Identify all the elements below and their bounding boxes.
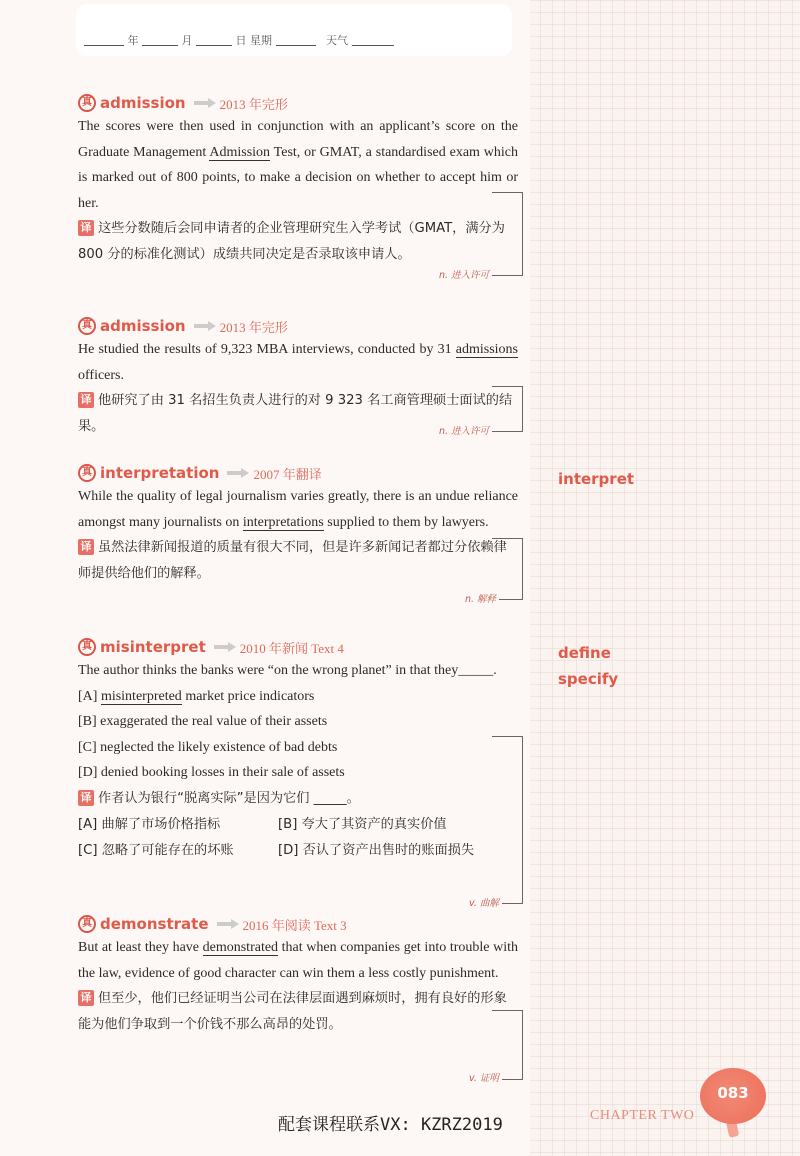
translation-badge: 译: [78, 539, 94, 555]
example-sentence: The scores were then used in conjunction with an applicant’s score on the Graduate Management Admission Test, or GMAT, a standardised exam which is marked out of 800 points, to make a decision on whether to accept him or her.: [78, 119, 519, 211]
real-exam-badge: 真: [78, 638, 96, 656]
entry-word: misinterpret: [100, 638, 206, 656]
entry-source: 2013 年完形: [219, 319, 288, 335]
entry-misinterpret: [78, 636, 518, 864]
real-exam-badge: 真: [78, 915, 96, 933]
entry-admission-1: [78, 92, 518, 268]
entry-demonstrate: [78, 913, 518, 1038]
real-exam-badge: 真: [78, 464, 96, 482]
part-of-speech: v. 证明: [466, 1070, 502, 1084]
part-of-speech: n. 进入许可: [436, 423, 492, 437]
entry-interpretation: [78, 462, 518, 587]
entry-word: interpretation: [100, 464, 220, 482]
entry-source: 2013 年完形: [219, 96, 288, 112]
bracket-line: [492, 386, 523, 432]
arrow-icon: [194, 321, 216, 331]
real-exam-badge: 真: [78, 317, 96, 335]
date-card: [76, 4, 512, 56]
zh-option-d: [D] 否认了资产出售时的账面损失: [278, 842, 475, 858]
arrow-icon: [194, 98, 216, 108]
arrow-icon: [214, 642, 236, 652]
option-b: [B] exaggerated the real value of their assets: [78, 714, 328, 729]
option-c: [C] neglected the likely existence of bad debts: [78, 739, 338, 755]
date-line: [84, 32, 394, 48]
translation: 译 作者认为银行“脱离实际”是因为它们 _____。: [78, 786, 518, 812]
footer-contact-text: 配套课程联系VX: KZRZ2019: [278, 1115, 503, 1135]
year-label: 年: [127, 34, 139, 47]
translation-badge: 译: [78, 392, 94, 408]
entry-header: [78, 315, 518, 337]
entry-source: 2010 年新闻 Text 4: [239, 640, 344, 656]
highlighted-word: interpretations: [242, 514, 324, 530]
real-exam-badge: 真: [78, 94, 96, 112]
translation-badge: 译: [78, 790, 94, 806]
example-sentence: While the quality of legal journalism varies greatly, there is an undue reliance amongst many journalists on interpretations supplied to them by lawyers.: [78, 489, 518, 530]
highlighted-word: admissions: [455, 342, 518, 357]
arrow-icon: [227, 468, 249, 478]
entry-source: 2007 年翻译: [253, 466, 322, 482]
entry-header: [78, 913, 518, 935]
side-note-word: define: [558, 644, 611, 662]
highlighted-word: misinterpreted: [100, 688, 182, 704]
translated-options: [78, 812, 518, 864]
zh-option-c: [C] 忽略了可能存在的坏账: [78, 842, 234, 858]
zh-option-b: [B] 夸大了其资产的真实价值: [278, 816, 447, 832]
entry-source: 2016 年阅读 Text 3: [242, 917, 347, 933]
option-a: [A] misinterpreted market price indicators: [78, 688, 315, 704]
question-stem: The author thinks the banks were “on the wrong planet” in that they_____.: [78, 663, 497, 678]
side-note-word: specify: [558, 670, 619, 688]
weather-label: 天气: [326, 34, 348, 47]
arrow-icon: [217, 919, 239, 929]
bracket-line: [492, 736, 523, 904]
highlighted-word: Admission: [209, 144, 271, 160]
bracket-line: [492, 192, 523, 276]
translation-badge: 译: [78, 220, 94, 236]
entry-header: [78, 636, 518, 658]
notes-column: [540, 0, 800, 1156]
translation: 译 这些分数随后会同申请者的企业管理研究生入学考试（GMAT，满分为 800 分的标准化测试）成绩共同决定是否录取该申请人。: [78, 221, 505, 262]
side-note-word: interpret: [558, 470, 635, 488]
translation-badge: 译: [78, 990, 94, 1006]
translation: 译 但至少，他们已经证明当公司在法律层面遇到麻烦时，拥有良好的形象能为他们争取到一个价钱不那么高昂的处罚。: [78, 991, 507, 1032]
month-label: 月: [181, 34, 193, 47]
example-sentence: He studied the results of 9,323 MBA interviews, conducted by 31 admissions officers.: [78, 342, 518, 383]
highlighted-word: demonstrated: [202, 940, 279, 955]
entry-admission-2: [78, 315, 518, 440]
example-sentence: But at least they have demonstrated that when companies get into trouble with the law, evidence of good character can win them a less costly punishment.: [78, 940, 518, 981]
page-number-badge: 083: [700, 1068, 766, 1124]
part-of-speech: n. 解释: [462, 591, 499, 605]
day-label: 日: [235, 34, 247, 47]
translation: 译 虽然法律新闻报道的质量有很大不同，但是许多新闻记者都过分依赖律师提供给他们的解释。: [78, 540, 507, 581]
entry-word: demonstrate: [100, 915, 209, 933]
chapter-label: CHAPTER TWO: [590, 1108, 695, 1123]
entry-word: admission: [100, 94, 186, 112]
part-of-speech: v. 曲解: [466, 895, 502, 909]
entry-word: admission: [100, 317, 186, 335]
zh-option-a: [A] 曲解了市场价格指标: [78, 816, 221, 832]
entry-header: [78, 462, 518, 484]
entry-header: [78, 92, 518, 114]
option-d: [D] denied booking losses in their sale of assets: [78, 765, 345, 780]
translation: 译 他研究了由 31 名招生负责人进行的对 9 323 名工商管理硕士面试的结果。: [78, 393, 513, 434]
part-of-speech: n. 进入许可: [436, 267, 492, 281]
weekday-label: 星期: [250, 34, 272, 47]
